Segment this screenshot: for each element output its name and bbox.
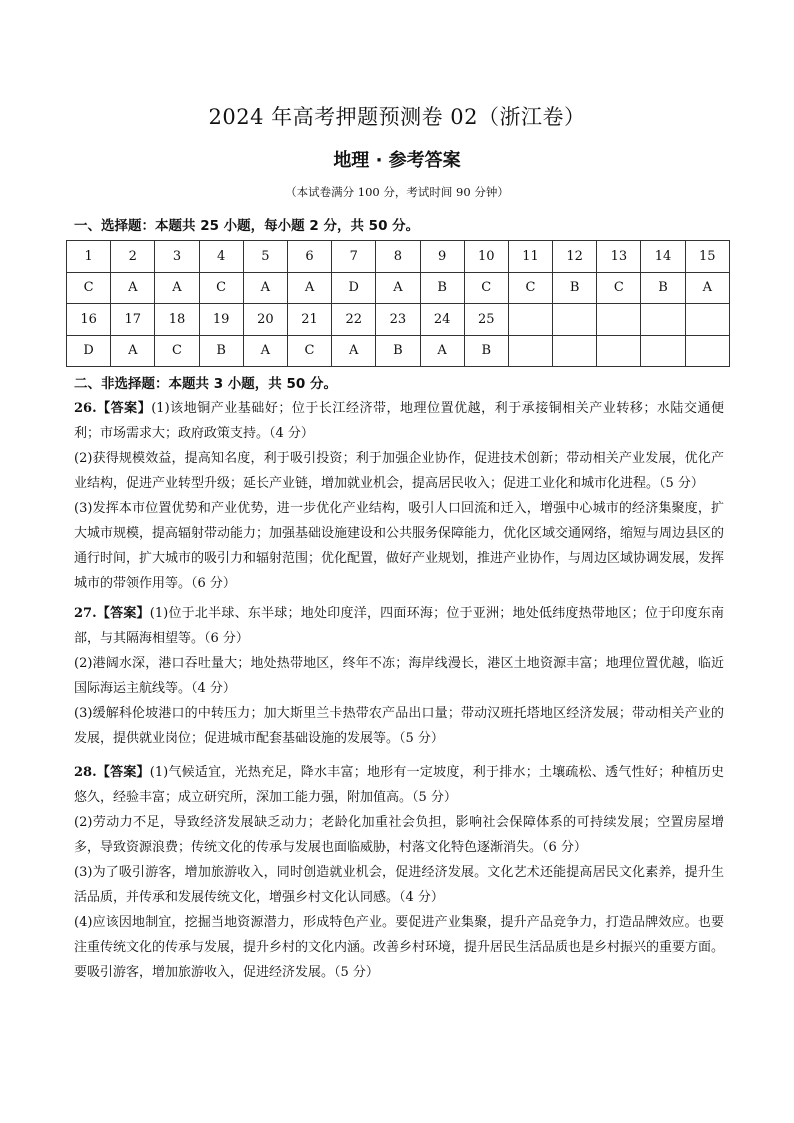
- answer-28-label: 28.【答案】: [74, 765, 150, 780]
- answer-table-row: [67, 304, 730, 336]
- question-number-cell: 3: [155, 241, 199, 273]
- answer-cell: C: [597, 272, 641, 304]
- answer-cell: B: [641, 272, 685, 304]
- answer-cell: C: [287, 335, 331, 367]
- question-number-cell: [685, 304, 729, 336]
- question-number-cell: 14: [641, 241, 685, 273]
- answer-cell: A: [332, 335, 376, 367]
- answer-27-label: 27.【答案】: [74, 606, 150, 621]
- answer-table-row: [67, 241, 730, 273]
- answer-cell: B: [464, 335, 508, 367]
- answer-cell: C: [155, 335, 199, 367]
- answer-block-26: [74, 396, 724, 596]
- answer-28-part-1: 28.【答案】(1)气候适宜，光热充足，降水丰富；地形有一定坡度，利于排水；土壤疏松、透气性好；种植历史悠久，经验丰富；成立研究所，深加工能力强，附加值高。（5 分）: [74, 765, 724, 805]
- answer-cell: D: [67, 335, 111, 367]
- answer-cell: A: [376, 272, 420, 304]
- answer-cell: A: [420, 335, 464, 367]
- answer-table-row: [67, 272, 730, 304]
- answer-cell: B: [376, 335, 420, 367]
- question-number-cell: 12: [553, 241, 597, 273]
- answer-cell: B: [420, 272, 464, 304]
- question-number-cell: 10: [464, 241, 508, 273]
- answer-cell: A: [685, 272, 729, 304]
- answer-cell: A: [243, 272, 287, 304]
- answer-block-28: [74, 760, 724, 985]
- page-subtitle: 地理 · 参考答案: [333, 150, 461, 171]
- question-number-cell: [641, 304, 685, 336]
- answer-cell: D: [332, 272, 376, 304]
- answer-28-part-4: (4)应该因地制宜，挖掘当地资源潜力，形成特色产业。要促进产业集聚，提升产品竞争力，打造品牌效应。也要注重传统文化的传承与发展，提升乡村的文化内涵。改善乡村环境，提升居民生活品质也是乡村振兴的重要方面。要吸引游客，增加旅游收入，促进经济发展。（5 分）: [74, 915, 725, 980]
- answer-cell: C: [67, 272, 111, 304]
- question-number-cell: 25: [464, 304, 508, 336]
- answer-cell: C: [464, 272, 508, 304]
- answer-cell: B: [199, 335, 243, 367]
- answer-cell: A: [287, 272, 331, 304]
- question-number-cell: 8: [376, 241, 420, 273]
- answer-27-part-3: (3)缓解科伦坡港口的中转压力；加大斯里兰卡热带农产品出口量；带动汉班托塔地区经济发展；带动相关产业的发展，提供就业岗位；促进城市配套基础设施的发展等。（5 分）: [74, 706, 724, 746]
- question-number-cell: 11: [508, 241, 552, 273]
- answer-cell: A: [243, 335, 287, 367]
- answer-cell: B: [553, 272, 597, 304]
- question-number-cell: [508, 304, 552, 336]
- answer-27-part-2: (2)港阔水深，港口吞吐量大；地处热带地区，终年不冻；海岸线漫长，港区土地资源丰富；地理位置优越，临近国际海运主航线等。（4 分）: [74, 656, 724, 696]
- question-number-cell: 5: [243, 241, 287, 273]
- answer-cell: A: [155, 272, 199, 304]
- answer-cell: A: [111, 272, 155, 304]
- question-number-cell: 17: [111, 304, 155, 336]
- answer-cell: [685, 335, 729, 367]
- section-heading-choice: 一、选择题：本题共 25 小题，每小题 2 分，共 50 分。: [74, 218, 420, 234]
- answer-cell: [508, 335, 552, 367]
- question-number-cell: 19: [199, 304, 243, 336]
- answer-cell: [641, 335, 685, 367]
- question-number-cell: 6: [287, 241, 331, 273]
- question-number-cell: 22: [332, 304, 376, 336]
- question-number-cell: 18: [155, 304, 199, 336]
- section-heading-nonchoice: 二、非选择题：本题共 3 小题，共 50 分。: [74, 376, 337, 392]
- answer-26-label: 26.【答案】: [74, 401, 152, 416]
- answer-table: [66, 240, 730, 367]
- question-number-cell: 16: [67, 304, 111, 336]
- exam-note: （本试卷满分 100 分，考试时间 90 分钟）: [285, 185, 509, 199]
- question-number-cell: 1: [67, 241, 111, 273]
- answer-28-part-3: (3)为了吸引游客，增加旅游收入，同时创造就业机会，促进经济发展。文化艺术还能提高居民文化素养，提升生活品质，并传承和发展传统文化，增强乡村文化认同感。（4 分）: [74, 865, 724, 905]
- question-number-cell: 9: [420, 241, 464, 273]
- answer-cell: C: [508, 272, 552, 304]
- question-number-cell: 4: [199, 241, 243, 273]
- answer-26-part-3: (3)发挥本市位置优势和产业优势，进一步优化产业结构，吸引人口回流和迁入，增强中心城市的经济集聚度，扩大城市规模，提高辐射带动能力；加强基础设施建设和公共服务保障能力，优化区域交通网络，缩短与周边县区的通行时间，扩大城市的吸引力和辐射范围；优化配置，做好产业规划，推进产业协作，与周边区域协调发展，发挥城市的带领作用等。（6 分）: [74, 501, 725, 591]
- question-number-cell: 21: [287, 304, 331, 336]
- answer-28-part-2: (2)劳动力不足，导致经济发展缺乏动力；老龄化加重社会负担，影响社会保障体系的可持续发展；空置房屋增多，导致资源浪费；传统文化的传承与发展也面临威胁，村落文化特色逐渐消失。（6 分）: [74, 815, 724, 855]
- answer-table-row: [67, 335, 730, 367]
- question-number-cell: 24: [420, 304, 464, 336]
- question-number-cell: 7: [332, 241, 376, 273]
- answer-cell: [597, 335, 641, 367]
- answer-cell: C: [199, 272, 243, 304]
- question-number-cell: [553, 304, 597, 336]
- answer-cell: [553, 335, 597, 367]
- answer-26-part-2: (2)获得规模效益，提高知名度，利于吸引投资；利于加强企业协作，促进技术创新；带动相关产业发展，优化产业结构，促进产业转型升级；延长产业链，增加就业机会，提高居民收入；促进工业化和城市化进程。（5 分）: [74, 451, 724, 491]
- question-number-cell: 15: [685, 241, 729, 273]
- answer-27-part-1: 27.【答案】(1)位于北半球、东半球；地处印度洋，四面环海；位于亚洲；地处低纬度热带地区；位于印度东南部，与其隔海相望等。（6 分）: [74, 606, 724, 646]
- question-number-cell: [597, 304, 641, 336]
- answer-block-27: [74, 601, 724, 751]
- page-title: 2024 年高考押题预测卷 02（浙江卷）: [208, 105, 586, 129]
- question-number-cell: 23: [376, 304, 420, 336]
- answer-cell: A: [111, 335, 155, 367]
- answer-26-part-1: 26.【答案】(1)该地铜产业基础好；位于长江经济带，地理位置优越，利于承接铜相关产业转移；水陆交通便利；市场需求大；政府政策支持。（4 分）: [74, 401, 724, 441]
- question-number-cell: 20: [243, 304, 287, 336]
- question-number-cell: 13: [597, 241, 641, 273]
- question-number-cell: 2: [111, 241, 155, 273]
